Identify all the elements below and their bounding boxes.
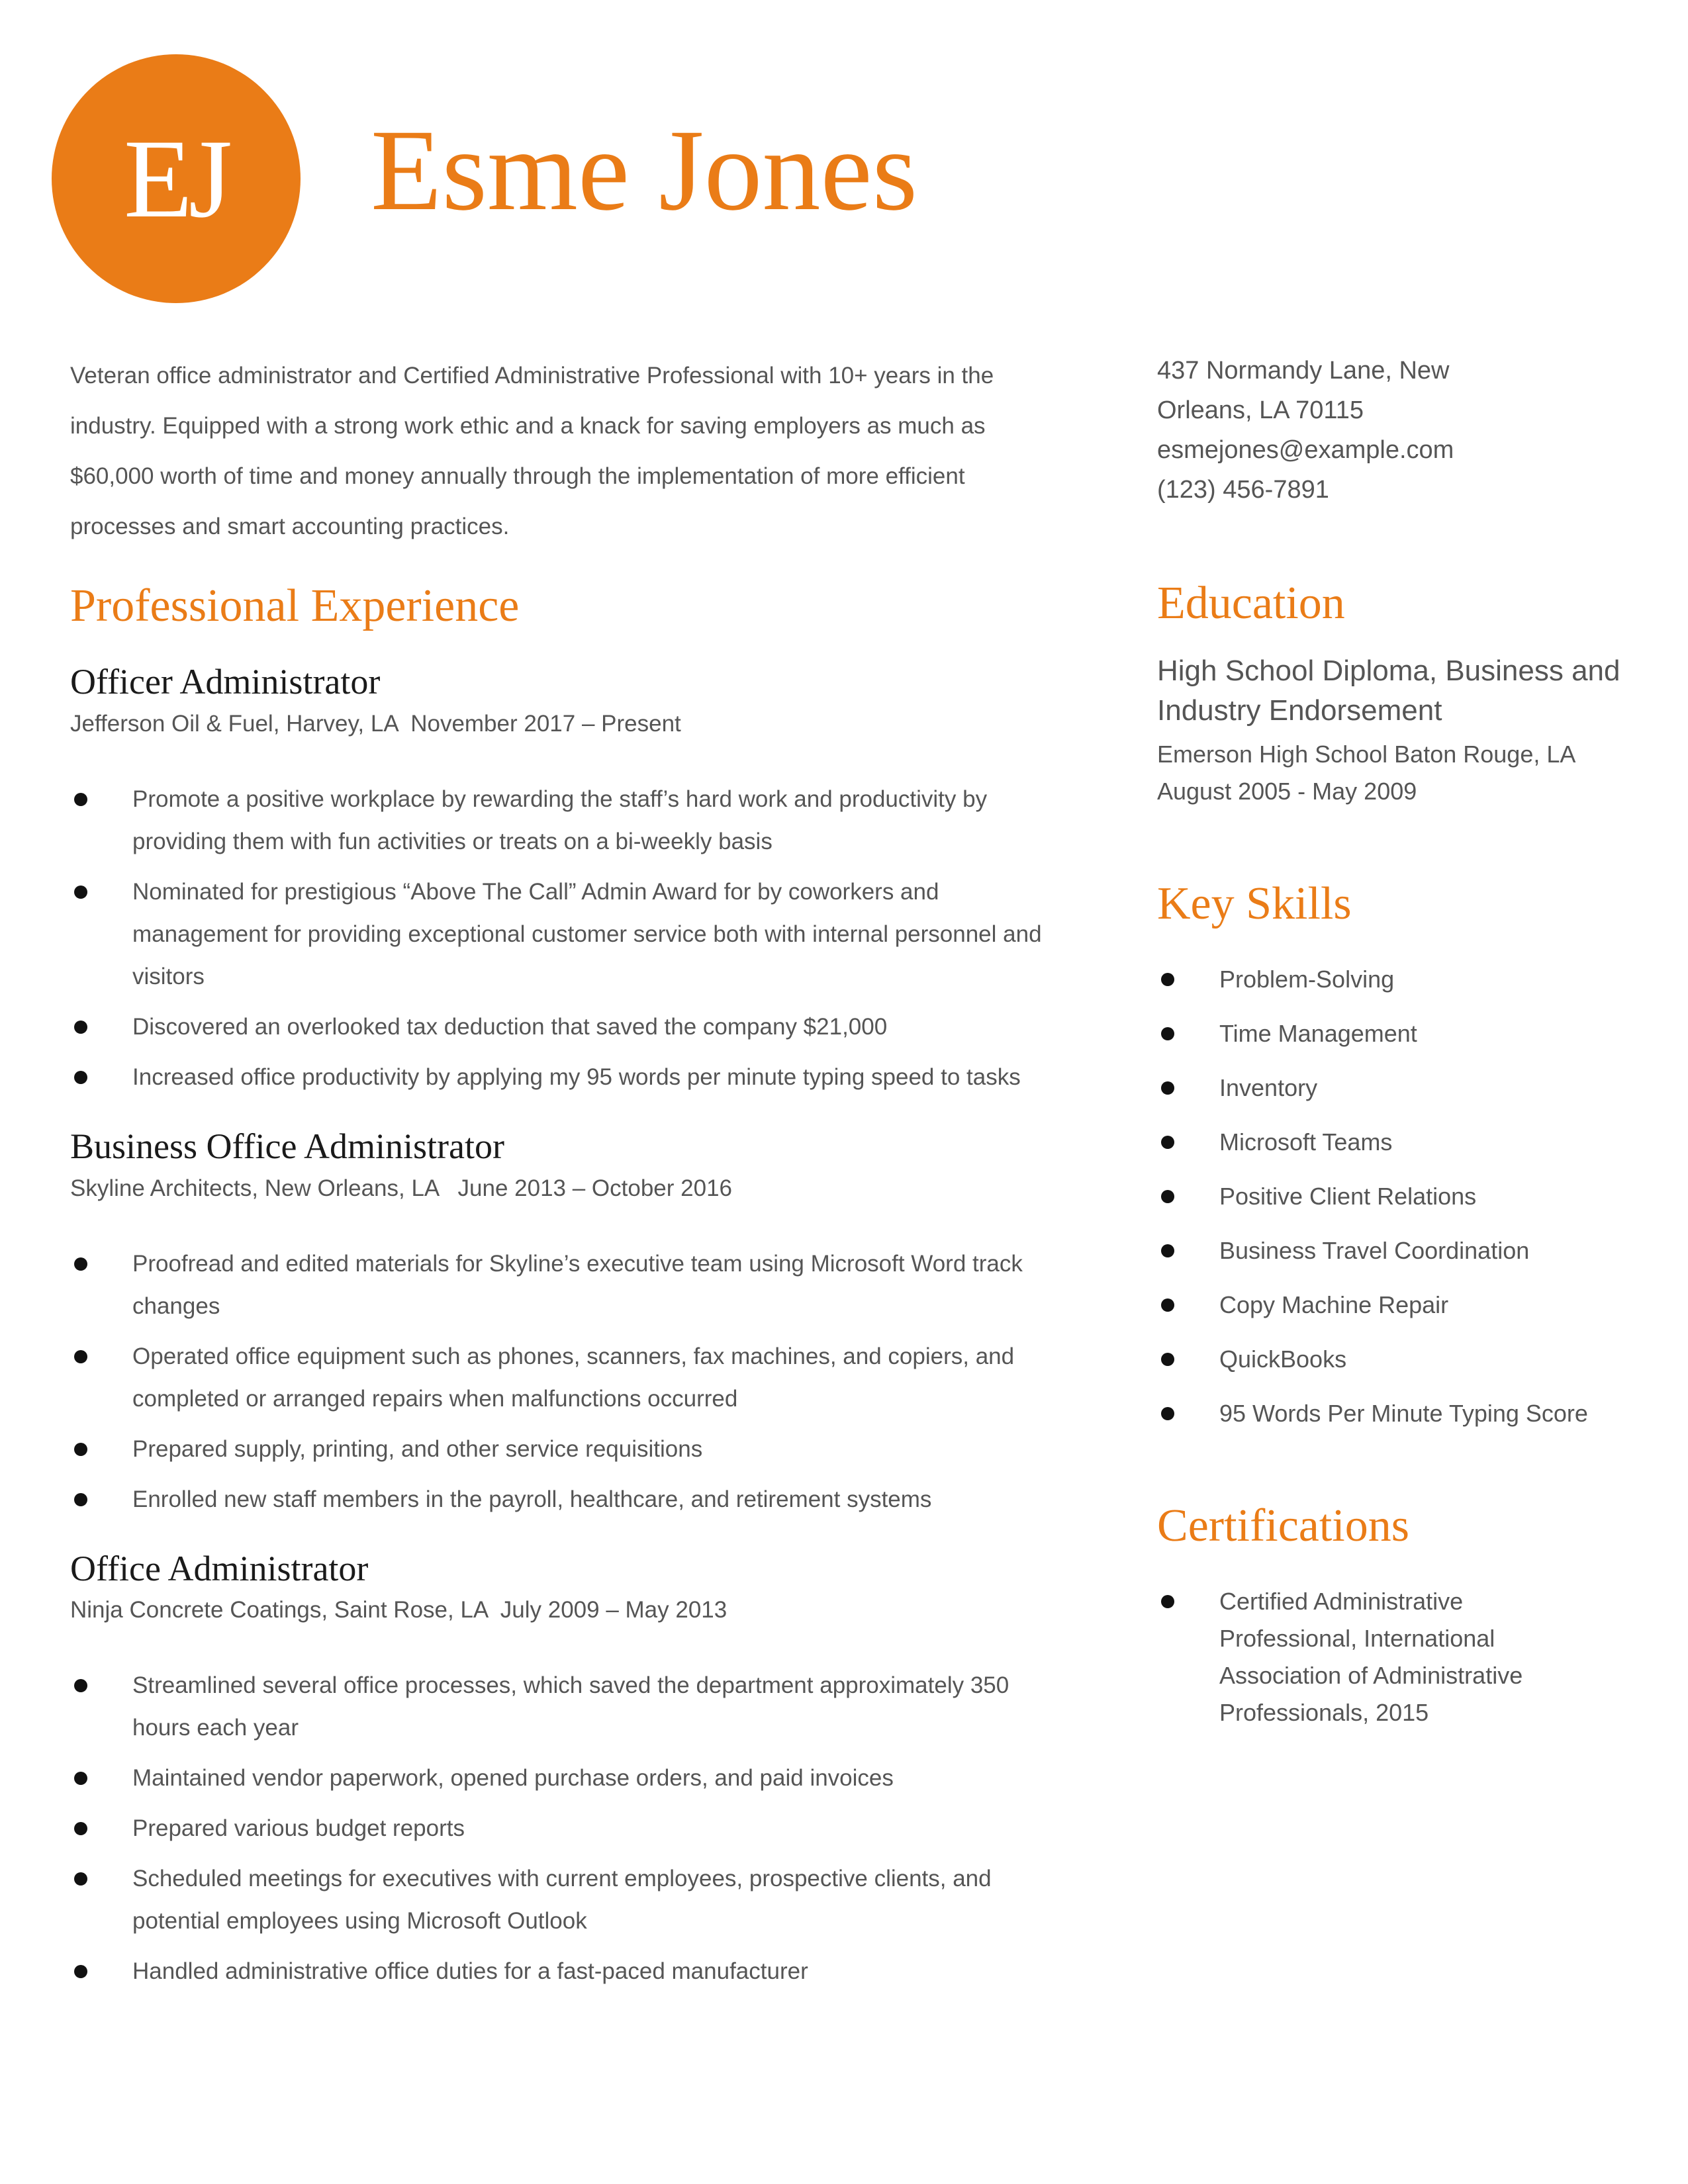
job-bullet-text: Scheduled meetings for executives with current employees, prospective clients, and potential employees using Microsoft Outlook: [132, 1866, 992, 1934]
job-bullet-text: Enrolled new staff members in the payroll, healthcare, and retirement systems: [132, 1486, 932, 1512]
job-bullet: [70, 1479, 1050, 1521]
job-title: Officer Administrator: [70, 662, 381, 702]
skills-heading: Key Skills: [1157, 878, 1352, 929]
bullet-dot-icon: [1161, 1190, 1174, 1203]
certifications-list: [1157, 1583, 1660, 1731]
bullet-dot-icon: [74, 1257, 87, 1271]
bullet-dot-icon: [74, 1872, 87, 1886]
certification-item: [1157, 1583, 1564, 1731]
skill-text: Business Travel Coordination: [1219, 1237, 1530, 1264]
bullet-dot-icon: [1161, 1027, 1174, 1040]
bullet-dot-icon: [1161, 1081, 1174, 1095]
bullet-dot-icon: [1161, 1298, 1174, 1312]
certifications-heading: Certifications: [1157, 1500, 1410, 1551]
job-bullets: [70, 1664, 1050, 1993]
bullet-dot-icon: [74, 793, 87, 806]
candidate-name: Esme Jones: [371, 106, 918, 235]
bullet-dot-icon: [74, 1493, 87, 1506]
bullet-dot-icon: [1161, 973, 1174, 986]
skills-section: [1157, 876, 1660, 1432]
education-heading: Education: [1157, 578, 1345, 629]
summary-text: Veteran office administrator and Certified Administrative Professional with 10+ years in the industry. Equipped with a strong work ethic and a knack for saving employers as much as $60,000 worth of time and money annually through the implementation of more efficient processes and smart accounting practices.: [70, 363, 994, 539]
job-bullet: [70, 1336, 1050, 1420]
skill-item: [1157, 1232, 1660, 1269]
contact-address-line2: Orleans, LA 70115: [1157, 396, 1364, 424]
job-bullet: [70, 1428, 1050, 1471]
skill-text: 95 Words Per Minute Typing Score: [1219, 1400, 1588, 1427]
education-section: [1157, 576, 1660, 810]
bullet-dot-icon: [74, 886, 87, 899]
education-degree: High School Diploma, Business and Industry Endorsement: [1157, 655, 1620, 727]
job-entry: [70, 660, 1050, 1099]
skill-item: [1157, 1069, 1660, 1107]
bullet-dot-icon: [1161, 1353, 1174, 1366]
job-bullet: [70, 1056, 1050, 1099]
experience-heading: Professional Experience: [70, 580, 520, 631]
job-bullets: [70, 1243, 1050, 1521]
job-bullet: [70, 1950, 1050, 1993]
skill-item: [1157, 1124, 1660, 1161]
job-bullet-text: Maintained vendor paperwork, opened purchase orders, and paid invoices: [132, 1765, 894, 1792]
job-bullet-text: Handled administrative office duties for a fast-paced manufacturer: [132, 1958, 808, 1985]
job-bullet-text: Streamlined several office processes, which saved the department approximately 350 hours each year: [132, 1672, 1009, 1741]
skill-item: [1157, 1015, 1660, 1052]
monogram-badge: [52, 54, 301, 303]
job-bullet: [70, 871, 1050, 998]
job-bullets: [70, 778, 1050, 1099]
bullet-dot-icon: [1161, 1136, 1174, 1149]
job-bullet: [70, 1858, 1050, 1942]
job-entry: [70, 1547, 1050, 1993]
bullet-dot-icon: [1161, 1407, 1174, 1420]
skill-item: [1157, 1287, 1660, 1324]
bullet-dot-icon: [74, 1071, 87, 1084]
job-entry: [70, 1125, 1050, 1521]
job-bullet: [70, 1006, 1050, 1048]
main-column: [70, 351, 1050, 2001]
bullet-dot-icon: [74, 1822, 87, 1835]
bullet-dot-icon: [74, 1350, 87, 1363]
job-bullet-text: Nominated for prestigious “Above The Call” Admin Award for by coworkers and management for providing exceptional customer service both with internal personnel and visitors: [132, 878, 1042, 989]
contact-email[interactable]: esmejones@example.com: [1157, 436, 1454, 464]
bullet-dot-icon: [74, 1965, 87, 1978]
skill-text: Time Management: [1219, 1020, 1417, 1047]
bullet-dot-icon: [74, 1679, 87, 1692]
skill-text: QuickBooks: [1219, 1345, 1347, 1373]
job-meta: Ninja Concrete Coatings, Saint Rose, LA July 2009 – May 2013: [70, 1597, 727, 1623]
job-bullet-text: Proofread and edited materials for Skyline’s executive team using Microsoft Word track changes: [132, 1250, 1023, 1319]
bullet-dot-icon: [74, 1021, 87, 1034]
job-bullet-text: Increased office productivity by applying my 95 words per minute typing speed to tasks: [132, 1064, 1021, 1090]
job-bullet-text: Prepared supply, printing, and other service requisitions: [132, 1435, 703, 1462]
job-bullet: [70, 1807, 1050, 1850]
skill-item: [1157, 961, 1660, 998]
skill-text: Microsoft Teams: [1219, 1128, 1393, 1156]
job-bullet: [70, 778, 1050, 863]
contact-block: [1157, 351, 1660, 510]
job-meta: Jefferson Oil & Fuel, Harvey, LA November 2017 – Present: [70, 710, 681, 737]
job-title: Business Office Administrator: [70, 1126, 504, 1166]
skill-item: [1157, 1341, 1660, 1378]
job-meta: Skyline Architects, New Orleans, LA June 2013 – October 2016: [70, 1175, 732, 1201]
skill-text: Inventory: [1219, 1074, 1318, 1101]
sidebar-column: [1157, 351, 1660, 1731]
contact-address-line1: 437 Normandy Lane, New: [1157, 357, 1450, 385]
bullet-dot-icon: [1161, 1595, 1174, 1608]
job-bullet: [70, 1664, 1050, 1749]
skill-item: [1157, 1395, 1660, 1432]
bullet-dot-icon: [74, 1772, 87, 1785]
job-title: Office Administrator: [70, 1548, 369, 1588]
job-bullet-text: Discovered an overlooked tax deduction that saved the company $21,000: [132, 1013, 888, 1040]
education-dates: August 2005 - May 2009: [1157, 778, 1417, 805]
bullet-dot-icon: [74, 1443, 87, 1456]
certification-text: Certified Administrative Professional, International Association of Administrative Professionals, 2015: [1219, 1588, 1523, 1726]
bullet-dot-icon: [1161, 1244, 1174, 1257]
certifications-section: [1157, 1498, 1660, 1731]
job-bullet: [70, 1757, 1050, 1799]
job-bullet-text: Promote a positive workplace by rewarding the staff’s hard work and productivity by providing them with fun activities or treats on a bi-weekly basis: [132, 786, 988, 854]
job-bullet-text: Prepared various budget reports: [132, 1815, 465, 1842]
job-bullet-text: Operated office equipment such as phones, scanners, fax machines, and copiers, and completed or arranged repairs when malfunctions occurred: [132, 1343, 1015, 1412]
education-school: Emerson High School Baton Rouge, LA: [1157, 741, 1576, 768]
skills-list: [1157, 961, 1660, 1432]
contact-phone: (123) 456-7891: [1157, 476, 1329, 504]
skill-text: Positive Client Relations: [1219, 1183, 1477, 1210]
monogram-initials: EJ: [124, 116, 228, 241]
skill-text: Copy Machine Repair: [1219, 1291, 1449, 1318]
job-bullet: [70, 1243, 1050, 1328]
skill-item: [1157, 1178, 1660, 1215]
skill-text: Problem-Solving: [1219, 966, 1395, 993]
